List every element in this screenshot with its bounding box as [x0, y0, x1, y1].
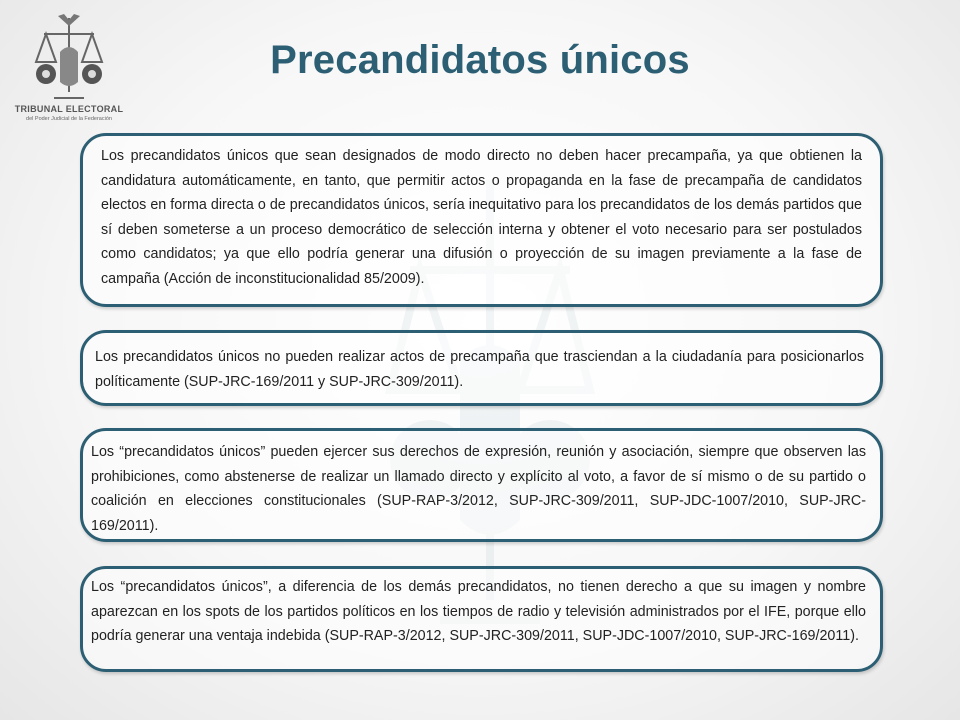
logo-subtitle: del Poder Judicial de la Federación: [26, 116, 112, 122]
info-box-3: [80, 428, 883, 542]
info-box-text: Los precandidatos únicos no pueden realizar actos de precampaña que trasciendan a la ciudadanía para posicionarlos políticamente (SUP-JRC-169/2011 y SUP-JRC-309/2011).: [95, 349, 864, 390]
info-box-text: Los “precandidatos únicos”, a diferencia de los demás precandidatos, no tienen derecho a que su imagen y nombre aparezcan en los spots de los partidos políticos en los tiempos de radio y televisión administrados por el IFE, porque ello podría generar una ventaja indebida (SUP-RAP-3/2012, SUP-JRC-309/2011, SUP-JDC-1007/2010, SUP-JRC-169/2011).: [91, 579, 866, 645]
info-box-2: [80, 330, 883, 406]
logo-title: TRIBUNAL ELECTORAL: [14, 104, 124, 114]
info-box-1: [80, 133, 883, 307]
info-box-text: Los “precandidatos únicos” pueden ejercer sus derechos de expresión, reunión y asociación, siempre que observen las prohibiciones, como abstenerse de realizar un llamado directo y explícito al voto, a favor de sí mismo o de su partido o coalición en elecciones constitucionales (SUP-RAP-3/2012, SUP-JRC-309/2011, SUP-JDC-1007/2010, SUP-JRC-169/2011).: [91, 444, 866, 534]
info-box-text: Los precandidatos únicos que sean designados de modo directo no deben hacer precampaña, ya que obtienen la candidatura automáticamente, en tanto, que permitir actos o propaganda en la fase de precampaña de candidatos electos en forma directa o de precandidatos únicos, sería inequitativo para los precandidatos de los demás partidos que sí deben someterse a un proceso democrático de selección interna y obtener el voto necesario para ser postulados como candidatos; ya que ello podría generar una difusión o proyección de su imagen previamente a la fase de campaña (Acción de inconstitucionalidad 85/2009).: [101, 148, 862, 287]
page-title: Precandidatos únicos: [270, 38, 690, 82]
info-box-4: [80, 566, 883, 672]
